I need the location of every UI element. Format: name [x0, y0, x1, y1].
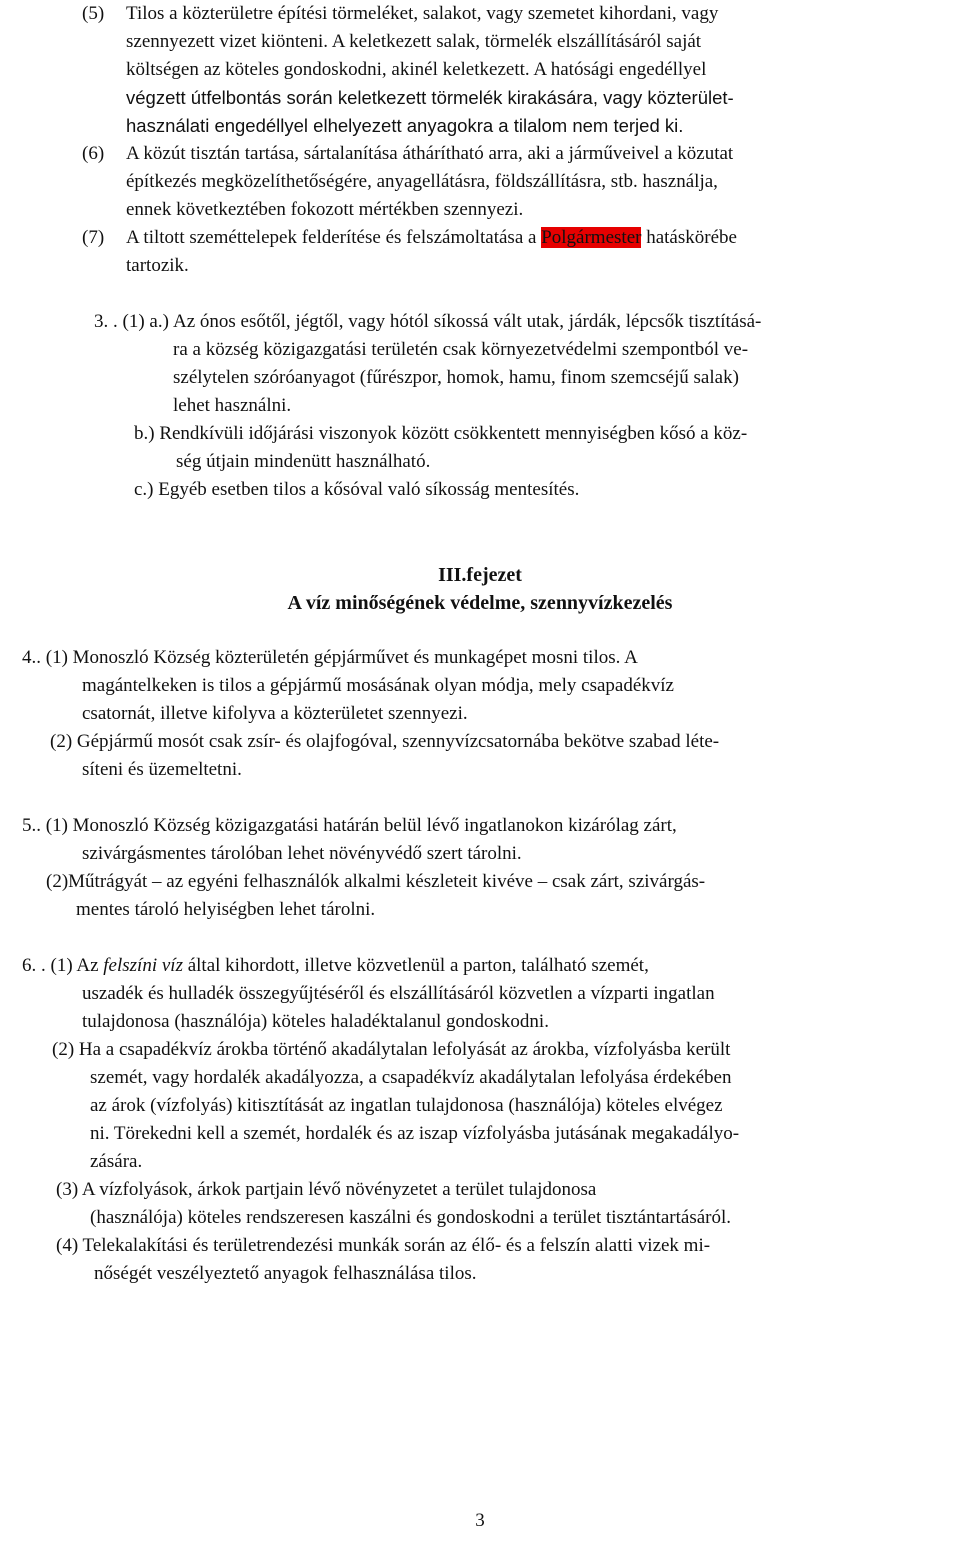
section6-line: tulajdonosa (használója) köteles haladéktalanul gondoskodni.: [82, 1011, 549, 1032]
section4-line: 4.. (1) Monoszló Község közterületén gépjárművet és munkagépet mosni tilos. A: [22, 647, 638, 668]
page-number: 3: [475, 1510, 485, 1531]
para7-text: A tiltott szeméttelepek felderítése és felszámoltatása a: [126, 227, 542, 248]
highlighted-term: Polgármester: [541, 227, 642, 248]
section3-line: b.) Rendkívüli időjárási viszonyok között csökkentett mennyiségben kősó a köz-: [134, 423, 748, 444]
section6-line: (3) A vízfolyások, árkok partjain lévő növényzetet a terület tulajdonosa: [56, 1179, 597, 1200]
section5-line: szivárgásmentes tárolóban lehet növényvédő szert tárolni.: [82, 843, 522, 864]
section6-line: (használója) köteles rendszeresen kaszálni és gondoskodni a terület tisztántartásáról.: [90, 1207, 732, 1228]
section3-line: lehet használni.: [173, 395, 292, 416]
section6-line: nőségét veszélyeztető anyagok felhasználása tilos.: [94, 1263, 477, 1284]
section4-line: csatornát, illetve kifolyva a közterületet szennyezi.: [82, 703, 468, 724]
section5-line: (2)Műtrágyát – az egyéni felhasználók alkalmi készleteit kivéve – csak zárt, szivárgás-: [46, 871, 706, 892]
para5-line: Tilos a közterületre építési törmeléket, salakot, vagy szemetet kihordani, vagy: [126, 3, 719, 24]
section6-line: uszadék és hulladék összegyűjtéséről és elszállításáról közvetlen a vízparti ingatlan: [82, 983, 715, 1004]
section4-line: magántelkeken is tilos a gépjármű mosásának olyan módja, mely csapadékvíz: [82, 675, 674, 696]
chapter-title: A víz minőségének védelme, szennyvízkezelés: [287, 592, 673, 614]
section6-text: 6. . (1) Az: [22, 955, 104, 976]
para6-line: építkezés megközelíthetőségére, anyagellátásra, földszállításra, stb. használja,: [126, 171, 718, 192]
para6-line: A közút tisztán tartása, sártalanítása áthárítható arra, aki a járműveivel a közutat: [126, 143, 734, 164]
italic-term: felszíni víz: [103, 955, 183, 976]
section3-line: Az ónos esőtől, jégtől, vagy hótól síkossá vált utak, járdák, lépcsők tisztításá-: [173, 311, 762, 332]
section3-line: ség útjain mindenütt használható.: [176, 451, 431, 472]
para7-text: hatáskörébe: [641, 227, 737, 248]
para7-line: tartozik.: [126, 255, 189, 276]
section3-line: c.) Egyéb esetben tilos a kősóval való síkosság mentesítés.: [134, 479, 580, 500]
section4-line: síteni és üzemeltetni.: [82, 759, 242, 780]
section6-line: [22, 954, 649, 978]
section6-line: ni. Törekedni kell a szemét, hordalék és az iszap vízfolyásba jutásának megakadályo-: [90, 1123, 740, 1144]
para6-number: (6): [82, 143, 105, 164]
para6-line: ennek következtében fokozott mértékben szennyezi.: [126, 199, 524, 220]
section5-line: mentes tároló helyiségben lehet tárolni.: [76, 899, 376, 920]
section5-line: 5.. (1) Monoszló Község közigazgatási határán belül lévő ingatlanokon kizárólag zárt,: [22, 815, 677, 836]
section6-line: szemét, vagy hordalék akadályozza, a csapadékvíz akadálytalan lefolyása érdekében: [90, 1067, 732, 1088]
section3-heading: 3. . (1) a.): [94, 311, 169, 332]
para5-line: szennyezett vizet kiönteni. A keletkezett salak, törmelék elszállításáról saját: [126, 31, 702, 52]
para7-number: (7): [82, 227, 105, 248]
section4-line: (2) Gépjármű mosót csak zsír- és olajfogóval, szennyvízcsatornába bekötve szabad léte-: [50, 731, 720, 752]
section6-text: által kihordott, illetve közvetlenül a parton, található szemét,: [182, 955, 649, 976]
para5-line: költségen az köteles gondoskodni, akinél keletkezett. A hatósági engedéllyel: [126, 59, 707, 80]
para7-line: [126, 226, 737, 250]
section3-line: ra a község közigazgatási területén csak környezetvédelmi szempontból ve-: [173, 339, 749, 360]
section6-line: az árok (vízfolyás) kitisztítását az ingatlan tulajdonosa (használója) köteles elvégez: [90, 1095, 723, 1116]
section6-line: (4) Telekalakítási és területrendezési munkák során az élő- és a felszín alatti vizek mi-: [56, 1235, 711, 1256]
section6-line: zására.: [90, 1151, 143, 1172]
chapter-number: III.fejezet: [438, 564, 522, 586]
para5-number: (5): [82, 3, 105, 24]
para5-line: végzett útfelbontás során keletkezett törmelék kirakására, vagy közterület-: [126, 87, 734, 108]
para5-line: használati engedéllyel elhelyezett anyagokra a tilalom nem terjed ki.: [126, 115, 684, 136]
section3-line: szélytelen szóróanyagot (fűrészpor, homok, hamu, finom szemcséjű salak): [173, 367, 739, 388]
section6-line: (2) Ha a csapadékvíz árokba történő akadálytalan lefolyását az árokba, vízfolyásba került: [52, 1039, 731, 1060]
